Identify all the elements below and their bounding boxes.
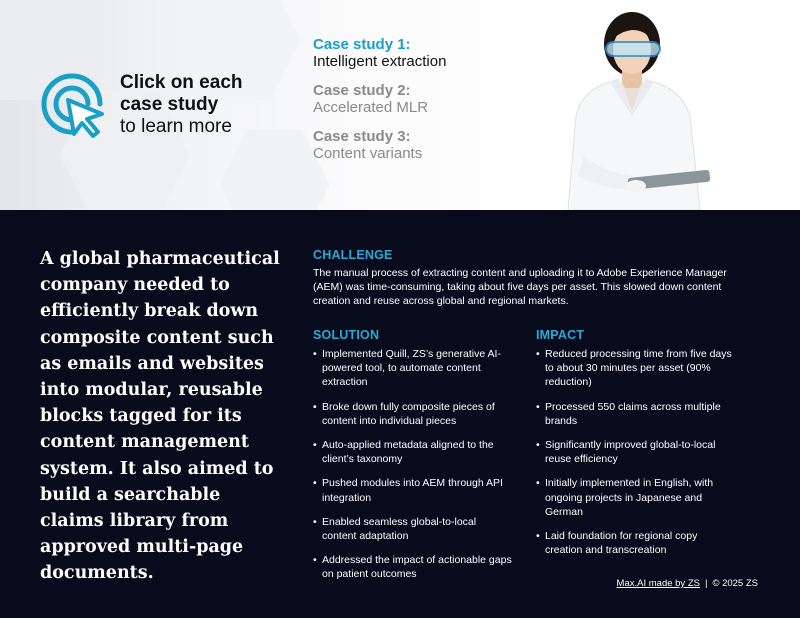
- cta-line-3: to learn more: [120, 116, 232, 137]
- impact-list: [536, 347, 736, 567]
- case-study-title: Case study 1:: [313, 36, 411, 53]
- cta-text: [120, 72, 243, 138]
- case-study-subtitle: Content variants: [313, 145, 423, 162]
- case-study-title: Case study 2:: [313, 82, 411, 99]
- solution-list: [313, 347, 513, 592]
- copyright: © 2025 ZS: [712, 578, 758, 589]
- list-item: • Significantly improved global-to-local reuse efficiency: [536, 438, 736, 466]
- intro-statement: A global pharmaceutical company needed to efficiently break down composite content such as emails and websites into modular, reusable blocks tagged for its content management system. It also aimed to build a searchable claims library from approved multi-page documents.: [40, 249, 280, 584]
- cta-line-1: Click on each: [120, 72, 243, 93]
- list-item: • Addressed the impact of actionable gaps on patient outcomes: [313, 553, 513, 581]
- footer-separator: |: [704, 578, 708, 589]
- case-study-3-link[interactable]: [313, 128, 446, 162]
- impact-heading: IMPACT: [536, 328, 585, 342]
- list-item: • Auto-applied metadata aligned to the client’s taxonomy: [313, 438, 513, 466]
- list-item: • Implemented Quill, ZS’s generative AI-powered tool, to automate content extraction: [313, 347, 513, 390]
- scientist-photo: [548, 6, 720, 210]
- case-study-1-link[interactable]: [313, 36, 446, 70]
- case-study-2-link[interactable]: [313, 82, 446, 116]
- click-cursor-icon: [38, 70, 106, 138]
- list-item: • Processed 550 claims across multiple brands: [536, 400, 736, 428]
- list-item: • Broke down fully composite pieces of content into individual pieces: [313, 400, 513, 428]
- bottom-panel: [0, 210, 800, 618]
- cta-line-2: case study: [120, 94, 219, 115]
- challenge-heading: CHALLENGE: [313, 248, 393, 262]
- list-item: • Reduced processing time from five days to about 30 minutes per asset (90% reduction): [536, 347, 736, 390]
- list-item: • Pushed modules into AEM through API integration: [313, 476, 513, 504]
- solution-heading: SOLUTION: [313, 328, 380, 342]
- list-item: • Initially implemented in English, with ongoing projects in Japanese and German: [536, 476, 736, 519]
- top-panel: [0, 0, 800, 210]
- challenge-text: The manual process of extracting content and uploading it to Adobe Experience Manager (AEM) was time-consuming, taking about five days per asset. This slowed down content creation and reuse across global and regional markets.: [313, 267, 727, 308]
- list-item: • Laid foundation for regional copy creation and transcreation: [536, 529, 736, 557]
- footer: [617, 578, 758, 589]
- list-item: • Enabled seamless global-to-local content adaptation: [313, 515, 513, 543]
- case-study-list: [313, 36, 446, 174]
- case-study-title: Case study 3:: [313, 128, 411, 145]
- max-ai-link[interactable]: Max.AI made by ZS: [616, 578, 700, 589]
- case-study-subtitle: Accelerated MLR: [313, 99, 429, 116]
- case-study-subtitle: Intelligent extraction: [313, 53, 447, 70]
